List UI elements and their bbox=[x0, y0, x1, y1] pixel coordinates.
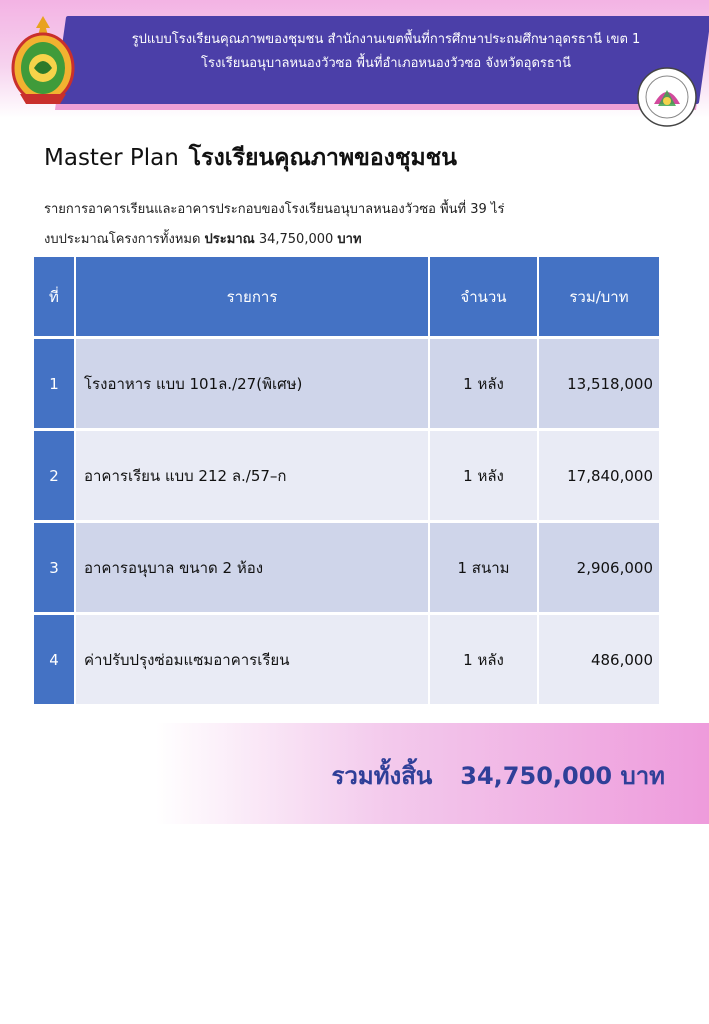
row-number: 1 bbox=[34, 339, 76, 431]
budget-amount: 34,750,000 bbox=[254, 232, 338, 247]
row-qty: 1 หลัง bbox=[430, 431, 539, 523]
row-number: 4 bbox=[34, 615, 76, 707]
obec-emblem-logo bbox=[10, 14, 76, 106]
page-title bbox=[44, 140, 457, 176]
row-qty: 1 สนาม bbox=[430, 523, 539, 615]
grand-total bbox=[332, 756, 666, 795]
table-row bbox=[34, 615, 661, 707]
title-thai: โรงเรียนคุณภาพของชุมชน bbox=[188, 145, 457, 171]
header-line-2: โรงเรียนอนุบาลหนองวัวซอ พื้นที่อำเภอหนองวัวซอ จังหวัดอุดรธานี bbox=[201, 56, 571, 71]
row-item: อาคารอนุบาล ขนาด 2 ห้อง bbox=[76, 523, 430, 615]
table-row bbox=[34, 523, 661, 615]
header-no: ที่ bbox=[34, 257, 76, 339]
description-line-1: รายการอาคารเรียนและอาคารประกอบของโรงเรียนอนุบาลหนองวัวซอ พื้นที่ 39 ไร่ bbox=[44, 202, 505, 217]
budget-unit: บาท bbox=[337, 232, 362, 247]
row-amount: 486,000 bbox=[539, 615, 661, 707]
table-header-row bbox=[34, 257, 661, 339]
row-item: ค่าปรับปรุงซ่อมแซมอาคารเรียน bbox=[76, 615, 430, 707]
description-line-2 bbox=[44, 228, 362, 249]
header-amount: รวม/บาท bbox=[539, 257, 661, 339]
row-number: 3 bbox=[34, 523, 76, 615]
row-amount: 13,518,000 bbox=[539, 339, 661, 431]
row-number: 2 bbox=[34, 431, 76, 523]
row-qty: 1 หลัง bbox=[430, 339, 539, 431]
title-english: Master Plan bbox=[44, 145, 179, 171]
total-amount: 34,750,000 บาท bbox=[460, 762, 665, 790]
budget-label: ประมาณ bbox=[204, 232, 255, 247]
table-row bbox=[34, 339, 661, 431]
row-item: อาคารเรียน แบบ 212 ล./57–ก bbox=[76, 431, 430, 523]
header-line-1: รูปแบบโรงเรียนคุณภาพของชุมชน สำนักงานเขตพื้นที่การศึกษาประถมศึกษาอุดรธานี เขต 1 bbox=[131, 32, 641, 47]
row-qty: 1 หลัง bbox=[430, 615, 539, 707]
header-text bbox=[86, 28, 686, 76]
row-amount: 17,840,000 bbox=[539, 431, 661, 523]
master-plan-table bbox=[34, 257, 661, 707]
total-label: รวมทั้งสิ้น bbox=[331, 762, 433, 790]
table-row bbox=[34, 431, 661, 523]
budget-prefix: งบประมาณโครงการทั้งหมด bbox=[44, 232, 205, 247]
row-item: โรงอาหาร แบบ 101ล./27(พิเศษ) bbox=[76, 339, 430, 431]
row-amount: 2,906,000 bbox=[539, 523, 661, 615]
header-item: รายการ bbox=[76, 257, 430, 339]
header-qty: จำนวน bbox=[430, 257, 539, 339]
